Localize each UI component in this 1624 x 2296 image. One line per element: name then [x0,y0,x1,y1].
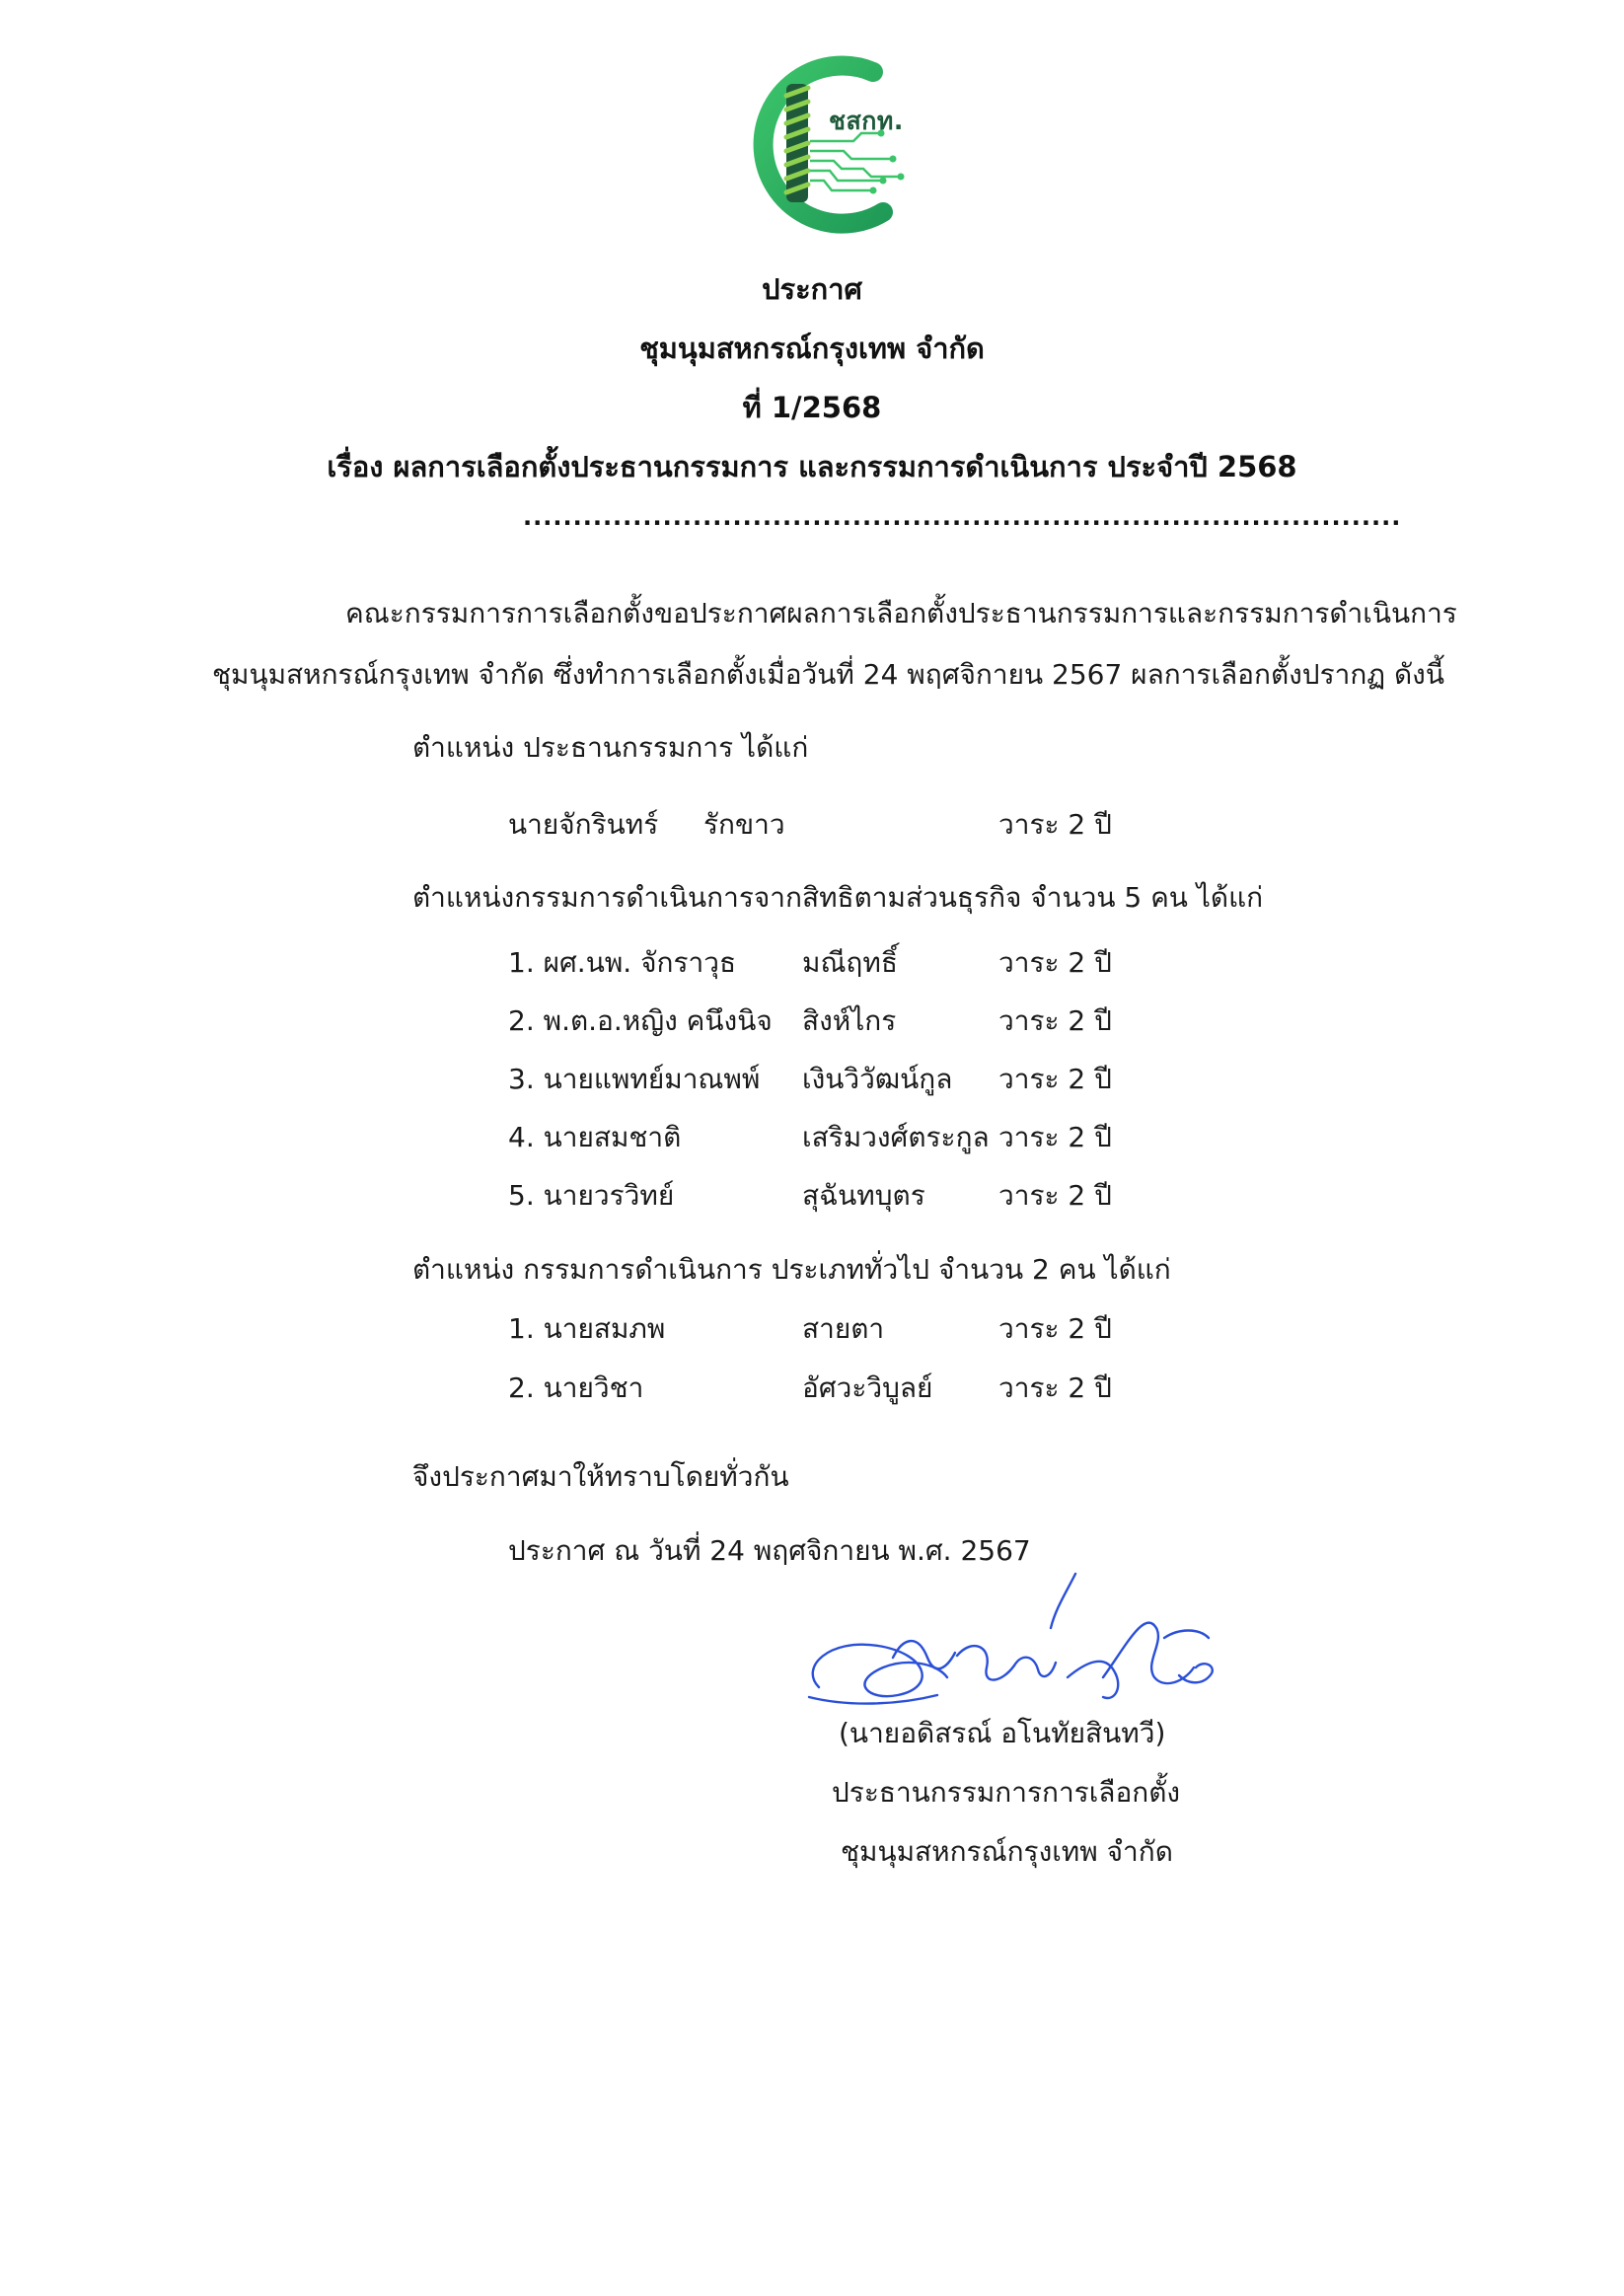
logo-wordmark: ชสกท. [829,107,904,135]
president-term: วาระ 2 ปี [998,808,1112,841]
business-committee-heading: ตำแหน่งกรรมการดำเนินการจากสิทธิตามส่วนธุรกิจ จำนวน 5 คน ได้แก่ [412,881,1264,914]
general-committee-heading: ตำแหน่ง กรรมการดำเนินการ ประเภททั่วไป จำนวน 2 คน ได้แก่ [412,1253,1171,1286]
signatory-name: (นายอดิสรณ์ อโนทัยสินทวี) [839,1717,1166,1749]
member-surname: มณีฤทธิ์ [802,946,898,979]
member-name: 4. นายสมชาติ [508,1121,682,1153]
header-divider: ........................................................................................ [523,503,1402,531]
member-name: 3. นายแพทย์มาณพพ์ [508,1063,761,1095]
member-surname: สายตา [802,1312,885,1345]
member-surname: สิงห์ไกร [802,1004,897,1037]
member-name: 2. พ.ต.อ.หญิง คนึงนิจ [508,1004,773,1037]
member-name: 1. นายสมภพ [508,1312,666,1345]
member-term: วาระ 2 ปี [998,1063,1112,1095]
member-name: 5. นายวรวิทย์ [508,1179,675,1212]
member-term: วาระ 2 ปี [998,1312,1112,1345]
president-heading: ตำแหน่ง ประธานกรรมการ ได้แก่ [412,731,809,764]
member-term: วาระ 2 ปี [998,1004,1112,1037]
member-name: 2. นายวิชา [508,1371,644,1404]
member-name: 1. ผศ.นพ. จักราวุธ [508,946,737,979]
member-term: วาระ 2 ปี [998,1371,1112,1404]
announcement-subject: เรื่อง ผลการเลือกตั้งประธานกรรมการ และกรรมการดำเนินการ ประจำปี 2568 [327,450,1297,483]
intro-line-1: คณะกรรมการการเลือกตั้งขอประกาศผลการเลือกตั้งประธานกรรมการและกรรมการดำเนินการ [345,597,1457,630]
member-surname: เสริมวงศ์ตระกูล [802,1121,990,1153]
closing-statement: จึงประกาศมาให้ทราบโดยทั่วกัน [412,1460,789,1493]
announcement-title: ประกาศ [762,272,862,306]
member-surname: สุฉันทบุตร [802,1179,925,1212]
member-term: วาระ 2 ปี [998,946,1112,979]
member-term: วาระ 2 ปี [998,1179,1112,1212]
organization-name: ชุมนุมสหกรณ์กรุงเทพ จำกัด [639,332,985,365]
signatory-title: ประธานกรรมการการเลือกตั้ง [832,1776,1181,1809]
intro-line-2: ชุมนุมสหกรณ์กรุงเทพ จำกัด ซึ่งทำการเลือกตั้งเมื่อวันที่ 24 พฤศจิกายน 2567 ผลการเลือกตั้งปรากฏ ดังนี้ [212,658,1444,691]
member-surname: อัศวะวิบูลย์ [802,1371,933,1404]
announcement-number: ที่ 1/2568 [742,391,882,424]
cooperative-logo [735,54,923,232]
member-surname: เงินวิวัฒน์กูล [802,1063,953,1095]
member-term: วาระ 2 ปี [998,1121,1112,1153]
announcement-date: ประกาศ ณ วันที่ 24 พฤศจิกายน พ.ศ. 2567 [508,1534,1031,1567]
signatory-organization: ชุมนุมสหกรณ์กรุงเทพ จำกัด [841,1835,1173,1868]
president-name: นายจักรินทร์ [508,808,659,841]
president-surname: รักขาว [703,808,785,841]
cooperative-circuit-logo-icon [735,54,923,232]
handwritten-signature [789,1569,1223,1727]
